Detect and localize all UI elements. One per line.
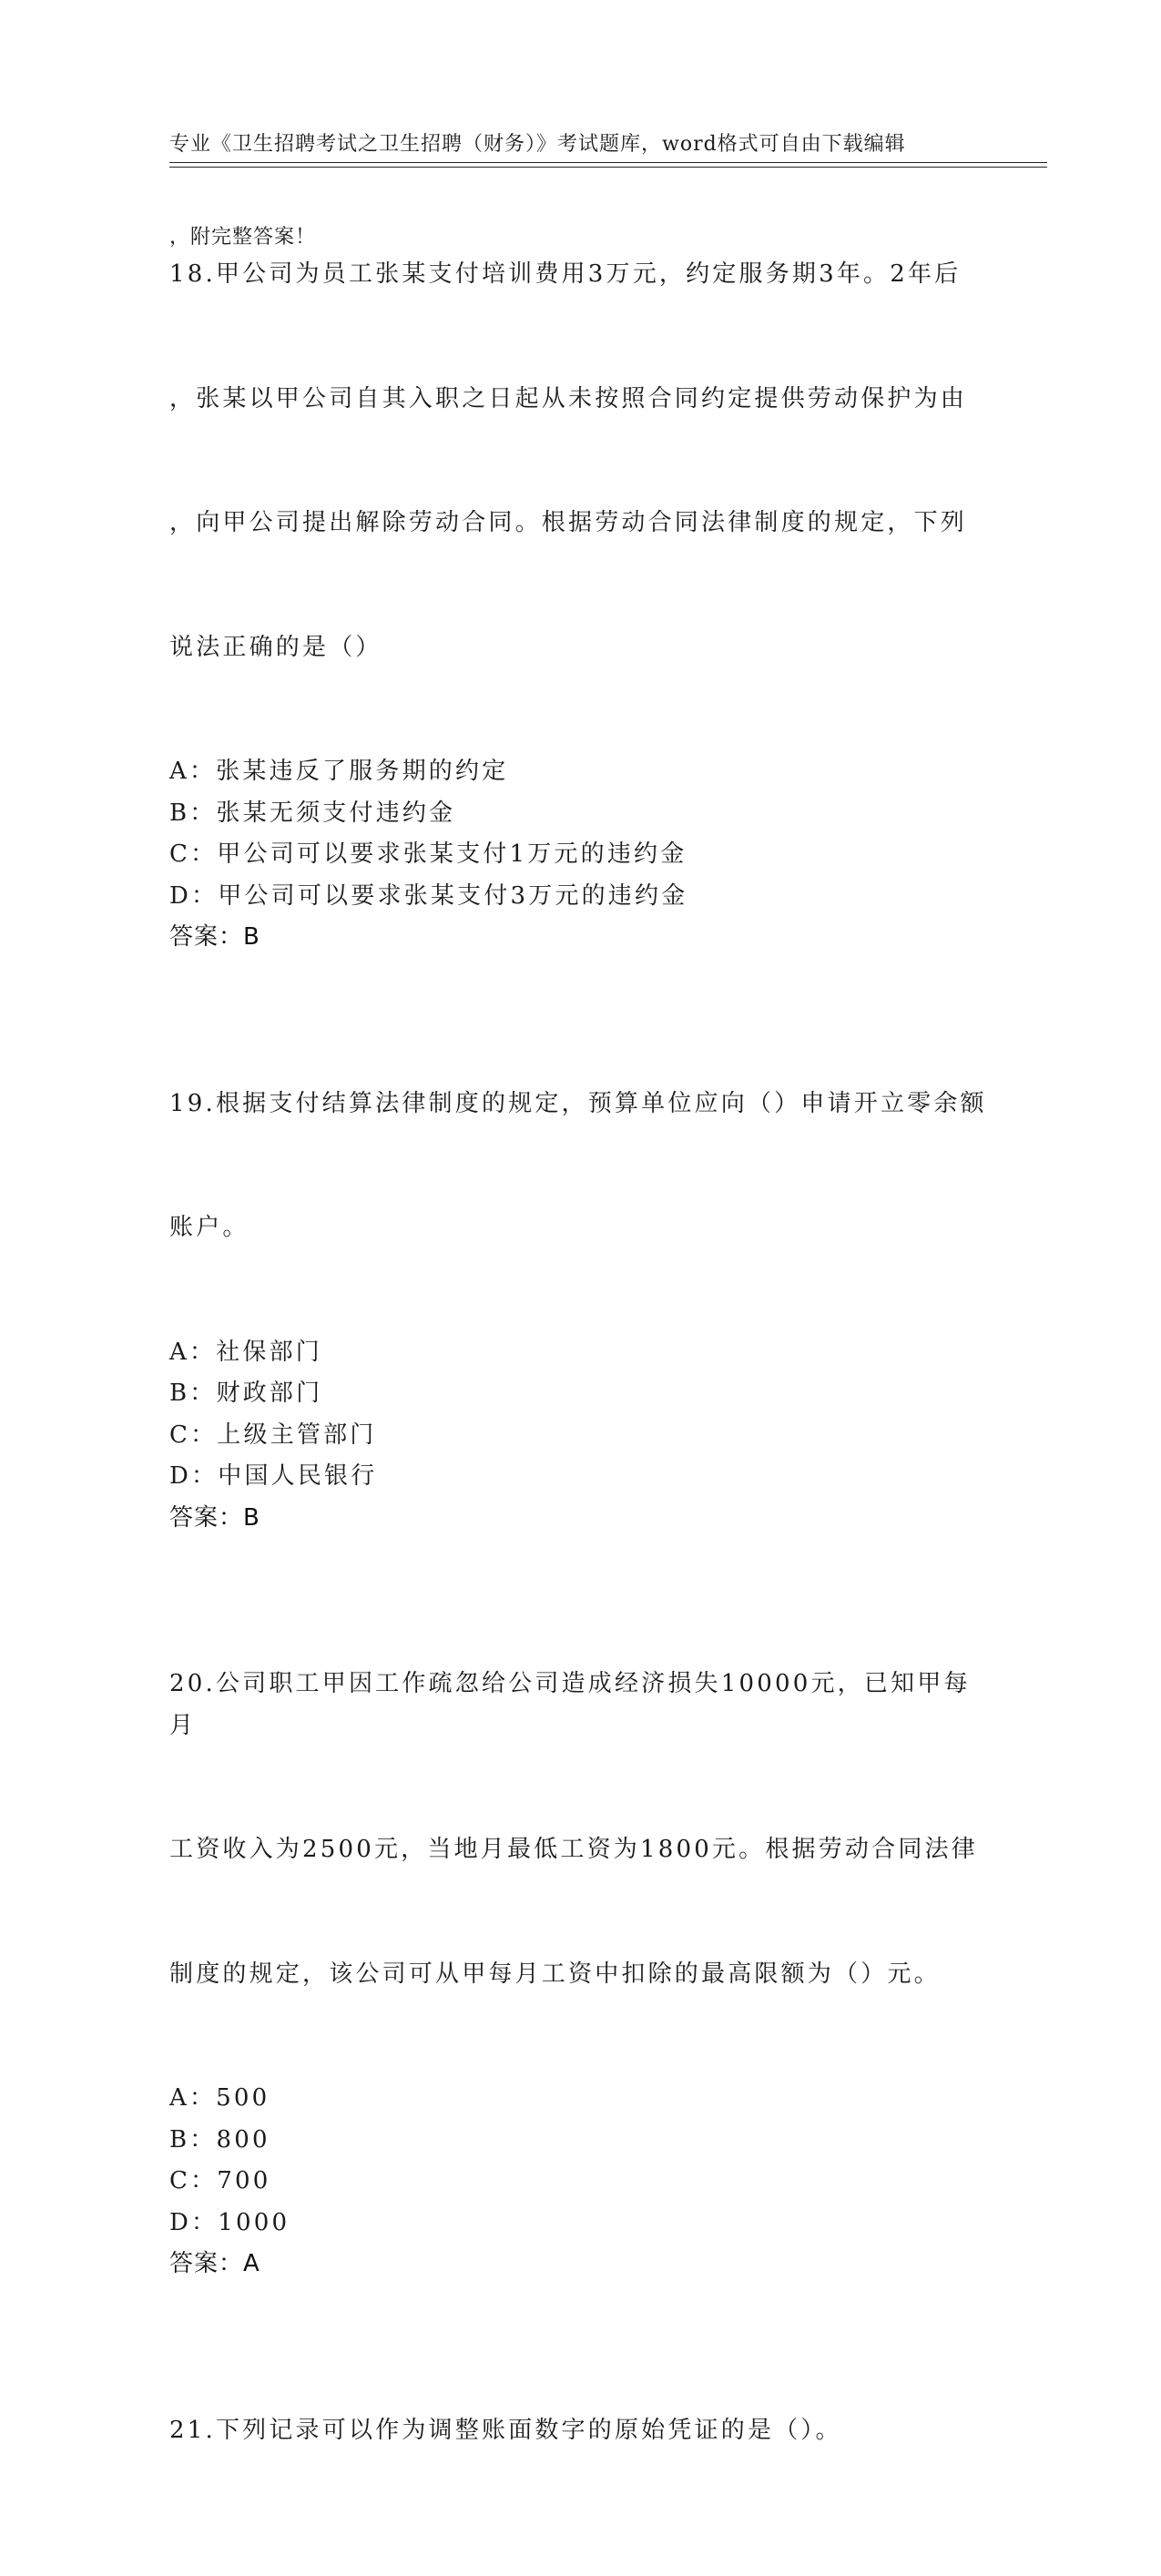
answer-line: 答案：A: [169, 2250, 260, 2277]
option-c: C：上级主管部门: [169, 1420, 377, 1449]
question-item: [169, 1001, 989, 1540]
option-a: A：500: [169, 2084, 270, 2112]
header-divider: [169, 162, 1047, 163]
stem-line: 说法正确的是（）: [169, 633, 382, 661]
option-d: D：1000: [169, 2208, 290, 2236]
header-divider: [169, 167, 1047, 168]
stem-line: ，向甲公司提出解除劳动合同。根据劳动合同法律制度的规定，下列: [169, 509, 968, 536]
question-item: [169, 1581, 989, 2286]
stem-line: 19.根据支付结算法律制度的规定，预算单位应向（）申请开立零余额: [169, 1089, 987, 1117]
stem-line: 18.甲公司为员工张某支付培训费用3万元，约定服务期3年。2年后: [169, 260, 962, 288]
option-b: B：张某无须支付违约金: [169, 799, 456, 827]
question-list: [169, 171, 989, 2576]
stem-line: 制度的规定，该公司可从甲每月工资中扣除的最高限额为（）元。: [169, 1960, 941, 1988]
option-b: B：800: [169, 2125, 270, 2153]
stem-line: 账户。: [169, 1214, 250, 1241]
stem-line: 20.公司职工甲因工作疏忽给公司造成经济损失10000元，已知甲每月: [169, 1670, 971, 1739]
question-stem: [169, 2327, 989, 2535]
question-stem: [169, 1581, 989, 2078]
option-a: A：社保部门: [169, 1338, 322, 1366]
option-a: A：张某违反了服务期的约定: [169, 758, 509, 785]
stem-line: ，张某以甲公司自其入职之日起从未按照合同约定提供劳动保护为由: [169, 384, 968, 412]
option-c: C：甲公司可以要求张某支付1万元的违约金: [169, 840, 687, 868]
stem-line: 工资收入为2500元，当地月最低工资为1800元。根据劳动合同法律: [169, 1836, 978, 1863]
question-item: [169, 171, 989, 959]
question-stem: [169, 171, 989, 751]
header-line: ，附完整答案！: [169, 226, 317, 249]
stem-line: 21.下列记录可以作为调整账面数字的原始凭证的是（）。: [169, 2416, 842, 2444]
header-line: 专业《卫生招聘考试之卫生招聘（财务）》考试题库，word格式可自由下载编辑: [169, 133, 906, 156]
answer-line: 答案：B: [169, 923, 260, 951]
option-d: D：中国人民银行: [169, 1462, 378, 1490]
option-d: D：甲公司可以要求张某支付3万元的违约金: [169, 881, 688, 910]
question-stem: [169, 1001, 989, 1332]
question-item: [169, 2327, 989, 2535]
answer-line: 答案：B: [169, 1503, 260, 1532]
option-b: B：财政部门: [169, 1380, 323, 1407]
option-c: C：700: [169, 2167, 271, 2194]
